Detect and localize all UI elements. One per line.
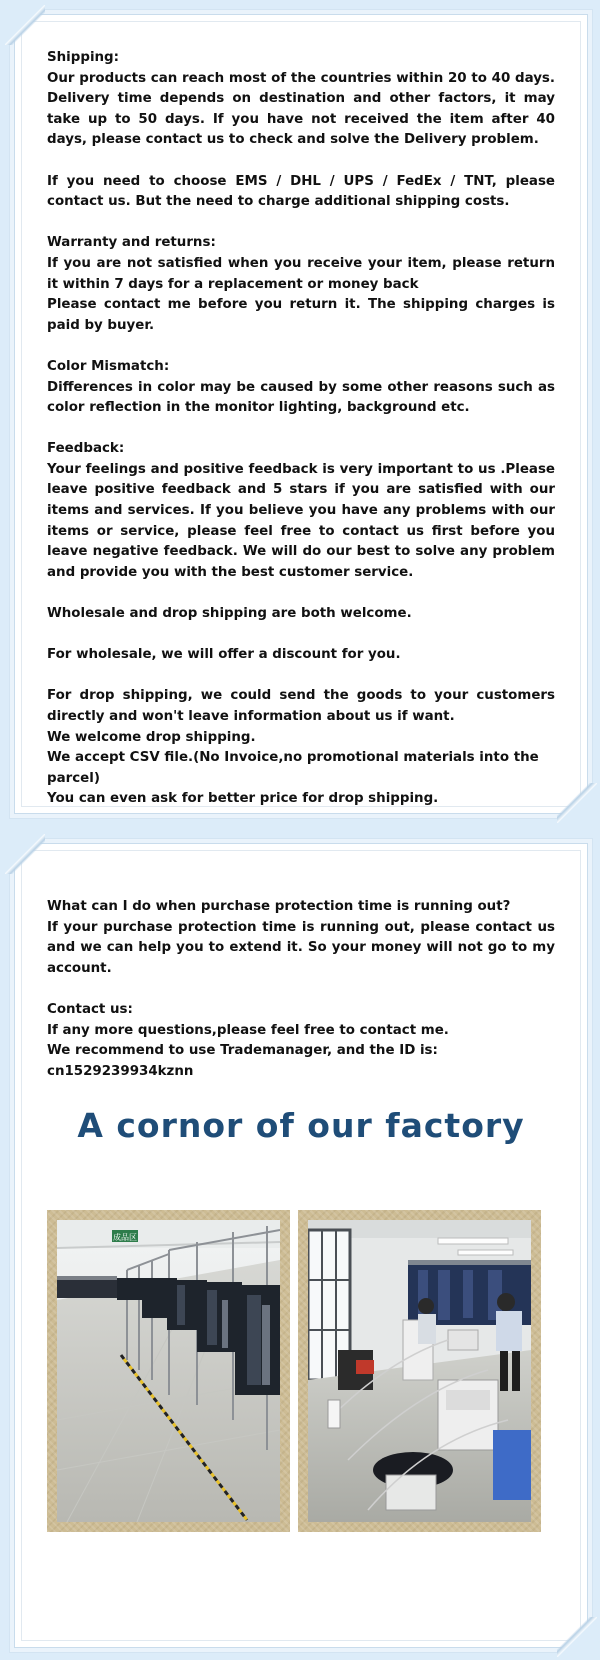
- drop-shipping-line: You can even ask for better price for drop shipping.: [47, 791, 439, 807]
- warranty-line: Please contact me before you return it. The shipping charges is paid by buyer.: [47, 297, 555, 333]
- factory-photo-warehouse: [57, 1220, 280, 1522]
- wholesale-discount: For wholesale, we will offer a discount for you.: [47, 647, 401, 663]
- feedback-text: Your feelings and positive feedback is very important to us .Please leave positive feedback and 5 stars if you are satisfied with our items and services. If you believe you have any problems with our items or service, please feel free to contact us first before you leave negative feedback. We will do our best to solve any problem and provide you with the best customer service.: [47, 461, 555, 580]
- factory-heading: A cornor of our factory: [77, 1106, 525, 1145]
- warranty-line: If you are not satisfied when you receive your item, please return it within 7 days for a replacement or money back: [47, 255, 555, 292]
- contact-title: Contact us:: [47, 1001, 133, 1017]
- shipping-title: Shipping:: [47, 50, 120, 65]
- factory-photo-workshop: [308, 1220, 531, 1522]
- wholesale-welcome: Wholesale and drop shipping are both welcome.: [47, 606, 412, 622]
- panel-corner-decoration: [557, 1617, 597, 1657]
- panel-corner-decoration: [5, 834, 45, 874]
- protection-question: What can I do when purchase protection time is running out?: [47, 899, 511, 914]
- workshop-illustration: [308, 1220, 531, 1522]
- panel-corner-decoration: [5, 5, 45, 45]
- policy-text: [47, 48, 555, 810]
- contact-id-line: We recommend to use Trademanager, and the ID is: cn1529239934kznn: [47, 1043, 438, 1079]
- warehouse-illustration: [57, 1220, 280, 1522]
- warehouse-sign: 成品区: [113, 1233, 137, 1242]
- drop-shipping-line: We accept CSV file.(No Invoice,no promotional materials into the parcel): [47, 750, 539, 786]
- factory-photo-frame: [47, 1210, 290, 1532]
- factory-photo-frame: [298, 1210, 541, 1532]
- contact-panel: [14, 843, 588, 1648]
- contact-text: [47, 897, 555, 1082]
- drop-shipping-line: For drop shipping, we could send the goods to your customers directly and won't leave information about us if want.: [47, 688, 555, 724]
- shipping-carriers-paragraph: If you need to choose EMS / DHL / UPS / FedEx / TNT, please contact us. But the need to charge additional shipping costs.: [47, 173, 555, 210]
- color-mismatch-text: Differences in color may be caused by some other reasons such as color reflection in the monitor lighting, background etc.: [47, 379, 555, 416]
- panel-corner-decoration: [557, 783, 597, 823]
- warranty-title: Warranty and returns:: [47, 235, 216, 251]
- protection-answer: If your purchase protection time is running out, please contact us and we can help you to extend it. So your money will not go to my account.: [47, 919, 555, 976]
- feedback-title: Feedback:: [47, 441, 125, 457]
- color-mismatch-title: Color Mismatch:: [47, 358, 170, 374]
- contact-line: If any more questions,please feel free to contact me.: [47, 1022, 449, 1038]
- policy-panel: [14, 14, 588, 814]
- drop-shipping-line: We welcome drop shipping.: [47, 729, 256, 745]
- shipping-paragraph: Our products can reach most of the countries within 20 to 40 days. Delivery time depends on destination and other factors, it may take up to 50 days. If you have not received the item after 40 days, please contact us to check and solve the Delivery problem.: [47, 70, 555, 148]
